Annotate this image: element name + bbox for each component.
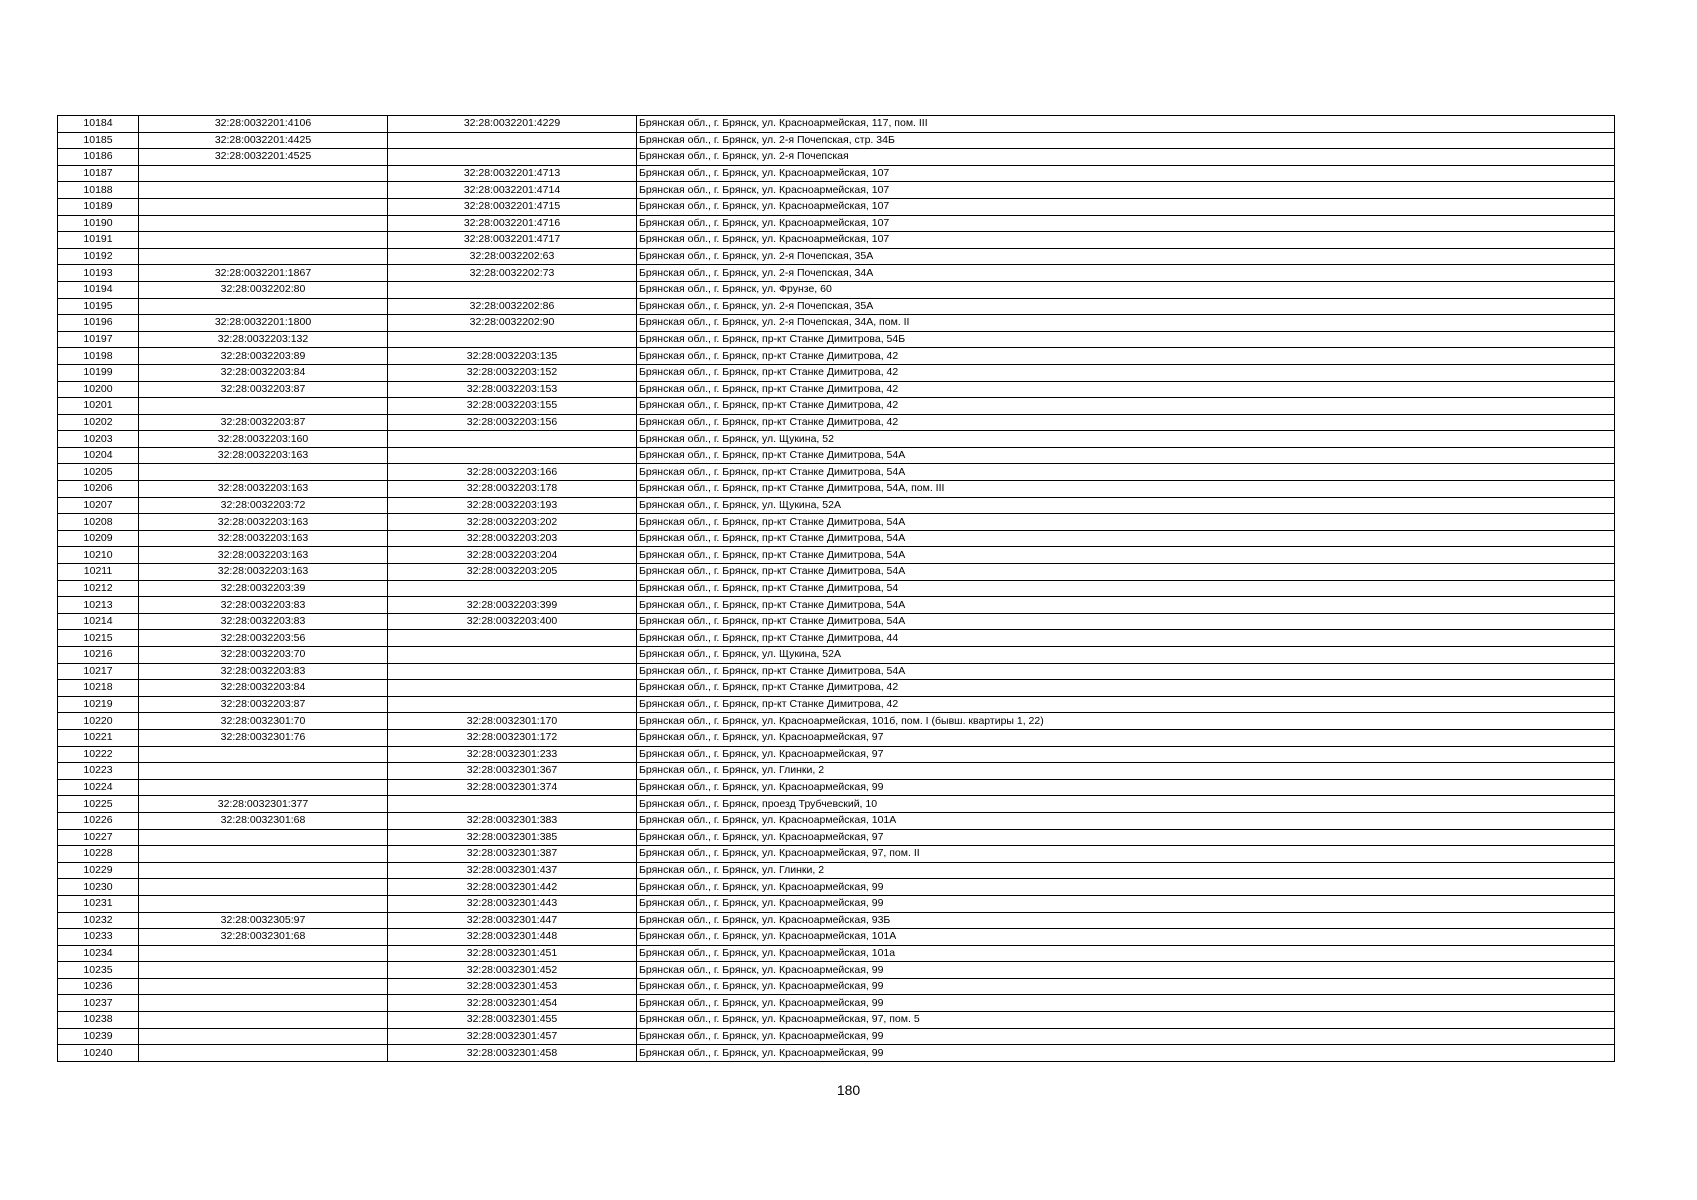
object-cadastral-number-cell: 32:28:0032203:203: [388, 530, 637, 547]
object-cadastral-number-cell: 32:28:0032301:233: [388, 746, 637, 763]
table-row: [58, 481, 1615, 498]
cadastral-number-cell: 32:28:0032201:4425: [139, 132, 388, 149]
object-cadastral-number-cell: [388, 132, 637, 149]
address-cell: Брянская обл., г. Брянск, ул. Глинки, 2: [637, 862, 1615, 879]
address-cell: Брянская обл., г. Брянск, ул. 2-я Почепская, 34А, пом. II: [637, 315, 1615, 332]
table-row: [58, 265, 1615, 282]
address-cell: Брянская обл., г. Брянск, ул. Красноармейская, 107: [637, 198, 1615, 215]
row-number-cell: 10219: [58, 696, 139, 713]
object-cadastral-number-cell: 32:28:0032201:4714: [388, 182, 637, 199]
address-cell: Брянская обл., г. Брянск, ул. 2-я Почепская: [637, 149, 1615, 166]
row-number-cell: 10237: [58, 995, 139, 1012]
table-row: [58, 663, 1615, 680]
address-cell: Брянская обл., г. Брянск, пр-кт Станке Димитрова, 44: [637, 630, 1615, 647]
row-number-cell: 10192: [58, 248, 139, 265]
cadastral-number-cell: 32:28:0032201:1800: [139, 315, 388, 332]
object-cadastral-number-cell: 32:28:0032301:437: [388, 862, 637, 879]
address-cell: Брянская обл., г. Брянск, проезд Трубчевский, 10: [637, 796, 1615, 813]
row-number-cell: 10194: [58, 281, 139, 298]
row-number-cell: 10238: [58, 1012, 139, 1029]
cadastral-number-cell: 32:28:0032203:132: [139, 331, 388, 348]
cadastral-number-cell: [139, 232, 388, 249]
row-number-cell: 10196: [58, 315, 139, 332]
address-cell: Брянская обл., г. Брянск, пр-кт Станке Димитрова, 42: [637, 414, 1615, 431]
row-number-cell: 10226: [58, 812, 139, 829]
table-row: [58, 315, 1615, 332]
table-row: [58, 1012, 1615, 1029]
address-cell: Брянская обл., г. Брянск, пр-кт Станке Димитрова, 54А: [637, 464, 1615, 481]
row-number-cell: 10193: [58, 265, 139, 282]
row-number-cell: 10209: [58, 530, 139, 547]
row-number-cell: 10207: [58, 497, 139, 514]
address-cell: Брянская обл., г. Брянск, ул. Красноармейская, 97, пом. 5: [637, 1012, 1615, 1029]
table-row: [58, 514, 1615, 531]
address-cell: Брянская обл., г. Брянск, пр-кт Станке Димитрова, 54А: [637, 663, 1615, 680]
object-cadastral-number-cell: 32:28:0032301:457: [388, 1028, 637, 1045]
table-row: [58, 447, 1615, 464]
cadastral-number-cell: 32:28:0032202:80: [139, 281, 388, 298]
address-cell: Брянская обл., г. Брянск, ул. Красноармейская, 99: [637, 962, 1615, 979]
cadastral-number-cell: 32:28:0032201:4106: [139, 116, 388, 133]
row-number-cell: 10217: [58, 663, 139, 680]
object-cadastral-number-cell: 32:28:0032202:86: [388, 298, 637, 315]
cadastral-number-cell: 32:28:0032203:163: [139, 447, 388, 464]
row-number-cell: 10221: [58, 729, 139, 746]
table-row: [58, 431, 1615, 448]
object-cadastral-number-cell: 32:28:0032301:452: [388, 962, 637, 979]
table-row: [58, 829, 1615, 846]
object-cadastral-number-cell: 32:28:0032201:4713: [388, 165, 637, 182]
address-cell: Брянская обл., г. Брянск, пр-кт Станке Димитрова, 54А: [637, 547, 1615, 564]
address-cell: Брянская обл., г. Брянск, ул. Красноармейская, 99: [637, 779, 1615, 796]
address-cell: Брянская обл., г. Брянск, пр-кт Станке Димитрова, 54А: [637, 597, 1615, 614]
address-cell: Брянская обл., г. Брянск, пр-кт Станке Димитрова, 54: [637, 580, 1615, 597]
address-cell: Брянская обл., г. Брянск, ул. Красноармейская, 107: [637, 182, 1615, 199]
table-row: [58, 879, 1615, 896]
table-row: [58, 547, 1615, 564]
address-cell: Брянская обл., г. Брянск, ул. Красноармейская, 97, пом. II: [637, 846, 1615, 863]
table-row: [58, 912, 1615, 929]
object-cadastral-number-cell: [388, 663, 637, 680]
cadastral-number-cell: [139, 945, 388, 962]
row-number-cell: 10202: [58, 414, 139, 431]
cadastral-number-cell: 32:28:0032203:72: [139, 497, 388, 514]
cadastral-number-cell: 32:28:0032203:163: [139, 530, 388, 547]
object-cadastral-number-cell: 32:28:0032301:374: [388, 779, 637, 796]
cadastral-number-cell: [139, 962, 388, 979]
table-row: [58, 182, 1615, 199]
address-cell: Брянская обл., г. Брянск, пр-кт Станке Димитрова, 54Б: [637, 331, 1615, 348]
object-cadastral-number-cell: [388, 796, 637, 813]
table-row: [58, 215, 1615, 232]
object-cadastral-number-cell: [388, 696, 637, 713]
address-cell: Брянская обл., г. Брянск, ул. Красноармейская, 99: [637, 978, 1615, 995]
table-row: [58, 895, 1615, 912]
row-number-cell: 10223: [58, 763, 139, 780]
object-cadastral-number-cell: 32:28:0032301:451: [388, 945, 637, 962]
object-cadastral-number-cell: 32:28:0032301:448: [388, 929, 637, 946]
row-number-cell: 10227: [58, 829, 139, 846]
cadastral-number-cell: [139, 182, 388, 199]
row-number-cell: 10229: [58, 862, 139, 879]
object-cadastral-number-cell: [388, 680, 637, 697]
row-number-cell: 10186: [58, 149, 139, 166]
address-cell: Брянская обл., г. Брянск, ул. Красноармейская, 97: [637, 746, 1615, 763]
address-cell: Брянская обл., г. Брянск, ул. 2-я Почепская, 35А: [637, 248, 1615, 265]
table-row: [58, 281, 1615, 298]
address-cell: Брянская обл., г. Брянск, ул. 2-я Почепская, стр. 34Б: [637, 132, 1615, 149]
cadastral-number-cell: 32:28:0032301:76: [139, 729, 388, 746]
address-cell: Брянская обл., г. Брянск, ул. Красноармейская, 99: [637, 995, 1615, 1012]
address-cell: Брянская обл., г. Брянск, пр-кт Станке Димитрова, 54А: [637, 530, 1615, 547]
object-cadastral-number-cell: 32:28:0032301:447: [388, 912, 637, 929]
cadastral-number-cell: 32:28:0032203:83: [139, 613, 388, 630]
object-cadastral-number-cell: 32:28:0032203:193: [388, 497, 637, 514]
table-row: [58, 580, 1615, 597]
row-number-cell: 10214: [58, 613, 139, 630]
table-row: [58, 331, 1615, 348]
cadastral-number-cell: [139, 978, 388, 995]
object-cadastral-number-cell: 32:28:0032301:383: [388, 812, 637, 829]
address-cell: Брянская обл., г. Брянск, ул. Красноармейская, 99: [637, 895, 1615, 912]
row-number-cell: 10233: [58, 929, 139, 946]
table-row: [58, 364, 1615, 381]
object-cadastral-number-cell: 32:28:0032301:454: [388, 995, 637, 1012]
row-number-cell: 10224: [58, 779, 139, 796]
object-cadastral-number-cell: [388, 431, 637, 448]
table-row: [58, 564, 1615, 581]
object-cadastral-number-cell: 32:28:0032301:367: [388, 763, 637, 780]
object-cadastral-number-cell: 32:28:0032203:178: [388, 481, 637, 498]
cadastral-number-cell: 32:28:0032203:39: [139, 580, 388, 597]
row-number-cell: 10197: [58, 331, 139, 348]
row-number-cell: 10213: [58, 597, 139, 614]
table-row: [58, 962, 1615, 979]
table-row: [58, 862, 1615, 879]
row-number-cell: 10185: [58, 132, 139, 149]
row-number-cell: 10222: [58, 746, 139, 763]
address-cell: Брянская обл., г. Брянск, ул. Красноармейская, 107: [637, 165, 1615, 182]
cadastral-number-cell: 32:28:0032301:68: [139, 812, 388, 829]
row-number-cell: 10191: [58, 232, 139, 249]
cadastral-number-cell: 32:28:0032203:163: [139, 481, 388, 498]
address-cell: Брянская обл., г. Брянск, ул. Красноармейская, 107: [637, 232, 1615, 249]
row-number-cell: 10201: [58, 398, 139, 415]
table-row: [58, 729, 1615, 746]
table-row: [58, 812, 1615, 829]
cadastral-number-cell: [139, 165, 388, 182]
address-cell: Брянская обл., г. Брянск, ул. Красноармейская, 93Б: [637, 912, 1615, 929]
cadastral-number-cell: [139, 464, 388, 481]
cadastral-number-cell: 32:28:0032203:89: [139, 348, 388, 365]
object-cadastral-number-cell: 32:28:0032203:153: [388, 381, 637, 398]
object-cadastral-number-cell: 32:28:0032203:166: [388, 464, 637, 481]
object-cadastral-number-cell: 32:28:0032201:4229: [388, 116, 637, 133]
object-cadastral-number-cell: 32:28:0032201:4717: [388, 232, 637, 249]
row-number-cell: 10210: [58, 547, 139, 564]
cadastral-number-cell: 32:28:0032203:87: [139, 414, 388, 431]
table-row: [58, 929, 1615, 946]
cadastral-number-cell: [139, 746, 388, 763]
row-number-cell: 10211: [58, 564, 139, 581]
address-cell: Брянская обл., г. Брянск, ул. Красноармейская, 101А: [637, 929, 1615, 946]
row-number-cell: 10212: [58, 580, 139, 597]
row-number-cell: 10204: [58, 447, 139, 464]
row-number-cell: 10198: [58, 348, 139, 365]
row-number-cell: 10230: [58, 879, 139, 896]
cadastral-number-cell: 32:28:0032203:84: [139, 364, 388, 381]
table-row: [58, 763, 1615, 780]
object-cadastral-number-cell: 32:28:0032203:135: [388, 348, 637, 365]
table-row: [58, 198, 1615, 215]
address-cell: Брянская обл., г. Брянск, ул. Щукина, 52А: [637, 497, 1615, 514]
object-cadastral-number-cell: 32:28:0032301:172: [388, 729, 637, 746]
row-number-cell: 10200: [58, 381, 139, 398]
object-cadastral-number-cell: [388, 630, 637, 647]
row-number-cell: 10220: [58, 713, 139, 730]
object-cadastral-number-cell: [388, 281, 637, 298]
table-row: [58, 746, 1615, 763]
table-row: [58, 1045, 1615, 1062]
address-cell: Брянская обл., г. Брянск, ул. 2-я Почепская, 35А: [637, 298, 1615, 315]
address-cell: Брянская обл., г. Брянск, ул. Фрунзе, 60: [637, 281, 1615, 298]
table-row: [58, 647, 1615, 664]
address-cell: Брянская обл., г. Брянск, пр-кт Станке Димитрова, 42: [637, 348, 1615, 365]
row-number-cell: 10189: [58, 198, 139, 215]
cadastral-number-cell: 32:28:0032305:97: [139, 912, 388, 929]
row-number-cell: 10218: [58, 680, 139, 697]
table-row: [58, 846, 1615, 863]
table-row: [58, 464, 1615, 481]
object-cadastral-number-cell: 32:28:0032202:73: [388, 265, 637, 282]
address-cell: Брянская обл., г. Брянск, ул. Красноармейская, 99: [637, 1028, 1615, 1045]
row-number-cell: 10206: [58, 481, 139, 498]
cadastral-number-cell: 32:28:0032203:56: [139, 630, 388, 647]
address-cell: Брянская обл., г. Брянск, ул. Красноармейская, 117, пом. III: [637, 116, 1615, 133]
address-cell: Брянская обл., г. Брянск, ул. Красноармейская, 101А: [637, 812, 1615, 829]
object-cadastral-number-cell: [388, 647, 637, 664]
row-number-cell: 10239: [58, 1028, 139, 1045]
cadastral-number-cell: [139, 1028, 388, 1045]
table-row: [58, 613, 1615, 630]
address-cell: Брянская обл., г. Брянск, пр-кт Станке Димитрова, 42: [637, 398, 1615, 415]
cadastral-number-cell: [139, 398, 388, 415]
address-cell: Брянская обл., г. Брянск, ул. Красноармейская, 99: [637, 1045, 1615, 1062]
cadastral-number-cell: [139, 846, 388, 863]
cadastral-number-cell: [139, 763, 388, 780]
address-cell: Брянская обл., г. Брянск, пр-кт Станке Димитрова, 54А: [637, 613, 1615, 630]
object-cadastral-number-cell: 32:28:0032203:155: [388, 398, 637, 415]
row-number-cell: 10184: [58, 116, 139, 133]
address-cell: Брянская обл., г. Брянск, пр-кт Станке Димитрова, 54А: [637, 564, 1615, 581]
table-row: [58, 530, 1615, 547]
object-cadastral-number-cell: 32:28:0032203:204: [388, 547, 637, 564]
table-row: [58, 779, 1615, 796]
object-cadastral-number-cell: [388, 447, 637, 464]
cadastral-number-cell: 32:28:0032203:70: [139, 647, 388, 664]
table-row: [58, 796, 1615, 813]
cadastral-number-cell: [139, 779, 388, 796]
table-row: [58, 398, 1615, 415]
address-cell: Брянская обл., г. Брянск, пр-кт Станке Димитрова, 42: [637, 381, 1615, 398]
object-cadastral-number-cell: 32:28:0032203:202: [388, 514, 637, 531]
object-cadastral-number-cell: 32:28:0032203:400: [388, 613, 637, 630]
table-body: [58, 116, 1615, 1062]
object-cadastral-number-cell: 32:28:0032301:455: [388, 1012, 637, 1029]
table-row: [58, 597, 1615, 614]
row-number-cell: 10215: [58, 630, 139, 647]
object-cadastral-number-cell: [388, 149, 637, 166]
table-row: [58, 696, 1615, 713]
cadastral-number-cell: 32:28:0032201:4525: [139, 149, 388, 166]
row-number-cell: 10199: [58, 364, 139, 381]
object-cadastral-number-cell: 32:28:0032201:4716: [388, 215, 637, 232]
object-cadastral-number-cell: 32:28:0032301:443: [388, 895, 637, 912]
cadastral-number-cell: [139, 895, 388, 912]
table-row: [58, 713, 1615, 730]
table-row: [58, 1028, 1615, 1045]
object-cadastral-number-cell: 32:28:0032301:170: [388, 713, 637, 730]
cadastral-number-cell: 32:28:0032203:87: [139, 696, 388, 713]
row-number-cell: 10188: [58, 182, 139, 199]
object-cadastral-number-cell: 32:28:0032301:442: [388, 879, 637, 896]
table-row: [58, 381, 1615, 398]
table-row: [58, 414, 1615, 431]
cadastral-number-cell: [139, 829, 388, 846]
table-row: [58, 248, 1615, 265]
address-cell: Брянская обл., г. Брянск, ул. Щукина, 52А: [637, 647, 1615, 664]
row-number-cell: 10195: [58, 298, 139, 315]
cadastral-number-cell: 32:28:0032203:83: [139, 597, 388, 614]
cadastral-number-cell: 32:28:0032301:68: [139, 929, 388, 946]
address-cell: Брянская обл., г. Брянск, ул. Красноармейская, 97: [637, 829, 1615, 846]
cadastral-number-cell: 32:28:0032301:377: [139, 796, 388, 813]
address-cell: Брянская обл., г. Брянск, пр-кт Станке Димитрова, 54А: [637, 447, 1615, 464]
address-cell: Брянская обл., г. Брянск, пр-кт Станке Димитрова, 42: [637, 696, 1615, 713]
row-number-cell: 10225: [58, 796, 139, 813]
object-cadastral-number-cell: 32:28:0032301:387: [388, 846, 637, 863]
cadastral-number-cell: 32:28:0032203:163: [139, 547, 388, 564]
address-cell: Брянская обл., г. Брянск, ул. Красноармейская, 99: [637, 879, 1615, 896]
table-row: [58, 630, 1615, 647]
object-cadastral-number-cell: 32:28:0032301:453: [388, 978, 637, 995]
cadastral-number-cell: [139, 1012, 388, 1029]
object-cadastral-number-cell: [388, 331, 637, 348]
cadastral-number-cell: [139, 248, 388, 265]
address-cell: Брянская обл., г. Брянск, ул. Красноармейская, 101а: [637, 945, 1615, 962]
cadastral-table: [57, 115, 1615, 1062]
row-number-cell: 10232: [58, 912, 139, 929]
table-row: [58, 945, 1615, 962]
row-number-cell: 10240: [58, 1045, 139, 1062]
address-cell: Брянская обл., г. Брянск, ул. Щукина, 52: [637, 431, 1615, 448]
object-cadastral-number-cell: 32:28:0032301:385: [388, 829, 637, 846]
page-number: 180: [836, 1082, 861, 1098]
row-number-cell: 10216: [58, 647, 139, 664]
table-row: [58, 995, 1615, 1012]
object-cadastral-number-cell: 32:28:0032301:458: [388, 1045, 637, 1062]
cadastral-number-cell: 32:28:0032203:163: [139, 514, 388, 531]
object-cadastral-number-cell: 32:28:0032203:399: [388, 597, 637, 614]
address-cell: Брянская обл., г. Брянск, пр-кт Станке Димитрова, 54А, пом. III: [637, 481, 1615, 498]
row-number-cell: 10236: [58, 978, 139, 995]
cadastral-number-cell: [139, 862, 388, 879]
address-cell: Брянская обл., г. Брянск, ул. 2-я Почепская, 34А: [637, 265, 1615, 282]
table-row: [58, 149, 1615, 166]
address-cell: Брянская обл., г. Брянск, ул. Красноармейская, 101б, пом. I (бывш. квартиры 1, 22): [637, 713, 1615, 730]
row-number-cell: 10234: [58, 945, 139, 962]
table-row: [58, 680, 1615, 697]
row-number-cell: 10235: [58, 962, 139, 979]
row-number-cell: 10228: [58, 846, 139, 863]
address-cell: Брянская обл., г. Брянск, ул. Глинки, 2: [637, 763, 1615, 780]
row-number-cell: 10203: [58, 431, 139, 448]
cadastral-number-cell: 32:28:0032203:160: [139, 431, 388, 448]
cadastral-number-cell: 32:28:0032203:87: [139, 381, 388, 398]
cadastral-number-cell: 32:28:0032301:70: [139, 713, 388, 730]
row-number-cell: 10231: [58, 895, 139, 912]
cadastral-number-cell: 32:28:0032203:163: [139, 564, 388, 581]
table-row: [58, 348, 1615, 365]
object-cadastral-number-cell: 32:28:0032203:152: [388, 364, 637, 381]
table-row: [58, 116, 1615, 133]
row-number-cell: 10190: [58, 215, 139, 232]
row-number-cell: 10205: [58, 464, 139, 481]
cadastral-number-cell: [139, 879, 388, 896]
cadastral-number-cell: [139, 215, 388, 232]
table-row: [58, 497, 1615, 514]
cadastral-number-cell: [139, 995, 388, 1012]
table-row: [58, 165, 1615, 182]
address-cell: Брянская обл., г. Брянск, пр-кт Станке Димитрова, 54А: [637, 514, 1615, 531]
cadastral-number-cell: 32:28:0032203:84: [139, 680, 388, 697]
cadastral-number-cell: [139, 198, 388, 215]
address-cell: Брянская обл., г. Брянск, ул. Красноармейская, 107: [637, 215, 1615, 232]
cadastral-number-cell: [139, 298, 388, 315]
object-cadastral-number-cell: 32:28:0032201:4715: [388, 198, 637, 215]
row-number-cell: 10187: [58, 165, 139, 182]
row-number-cell: 10208: [58, 514, 139, 531]
cadastral-number-cell: 32:28:0032201:1867: [139, 265, 388, 282]
object-cadastral-number-cell: 32:28:0032203:205: [388, 564, 637, 581]
object-cadastral-number-cell: [388, 580, 637, 597]
object-cadastral-number-cell: 32:28:0032202:63: [388, 248, 637, 265]
table-row: [58, 978, 1615, 995]
address-cell: Брянская обл., г. Брянск, пр-кт Станке Димитрова, 42: [637, 364, 1615, 381]
address-cell: Брянская обл., г. Брянск, пр-кт Станке Димитрова, 42: [637, 680, 1615, 697]
table-row: [58, 232, 1615, 249]
cadastral-number-cell: 32:28:0032203:83: [139, 663, 388, 680]
table-row: [58, 298, 1615, 315]
object-cadastral-number-cell: 32:28:0032202:90: [388, 315, 637, 332]
cadastral-number-cell: [139, 1045, 388, 1062]
address-cell: Брянская обл., г. Брянск, ул. Красноармейская, 97: [637, 729, 1615, 746]
table-row: [58, 132, 1615, 149]
object-cadastral-number-cell: 32:28:0032203:156: [388, 414, 637, 431]
